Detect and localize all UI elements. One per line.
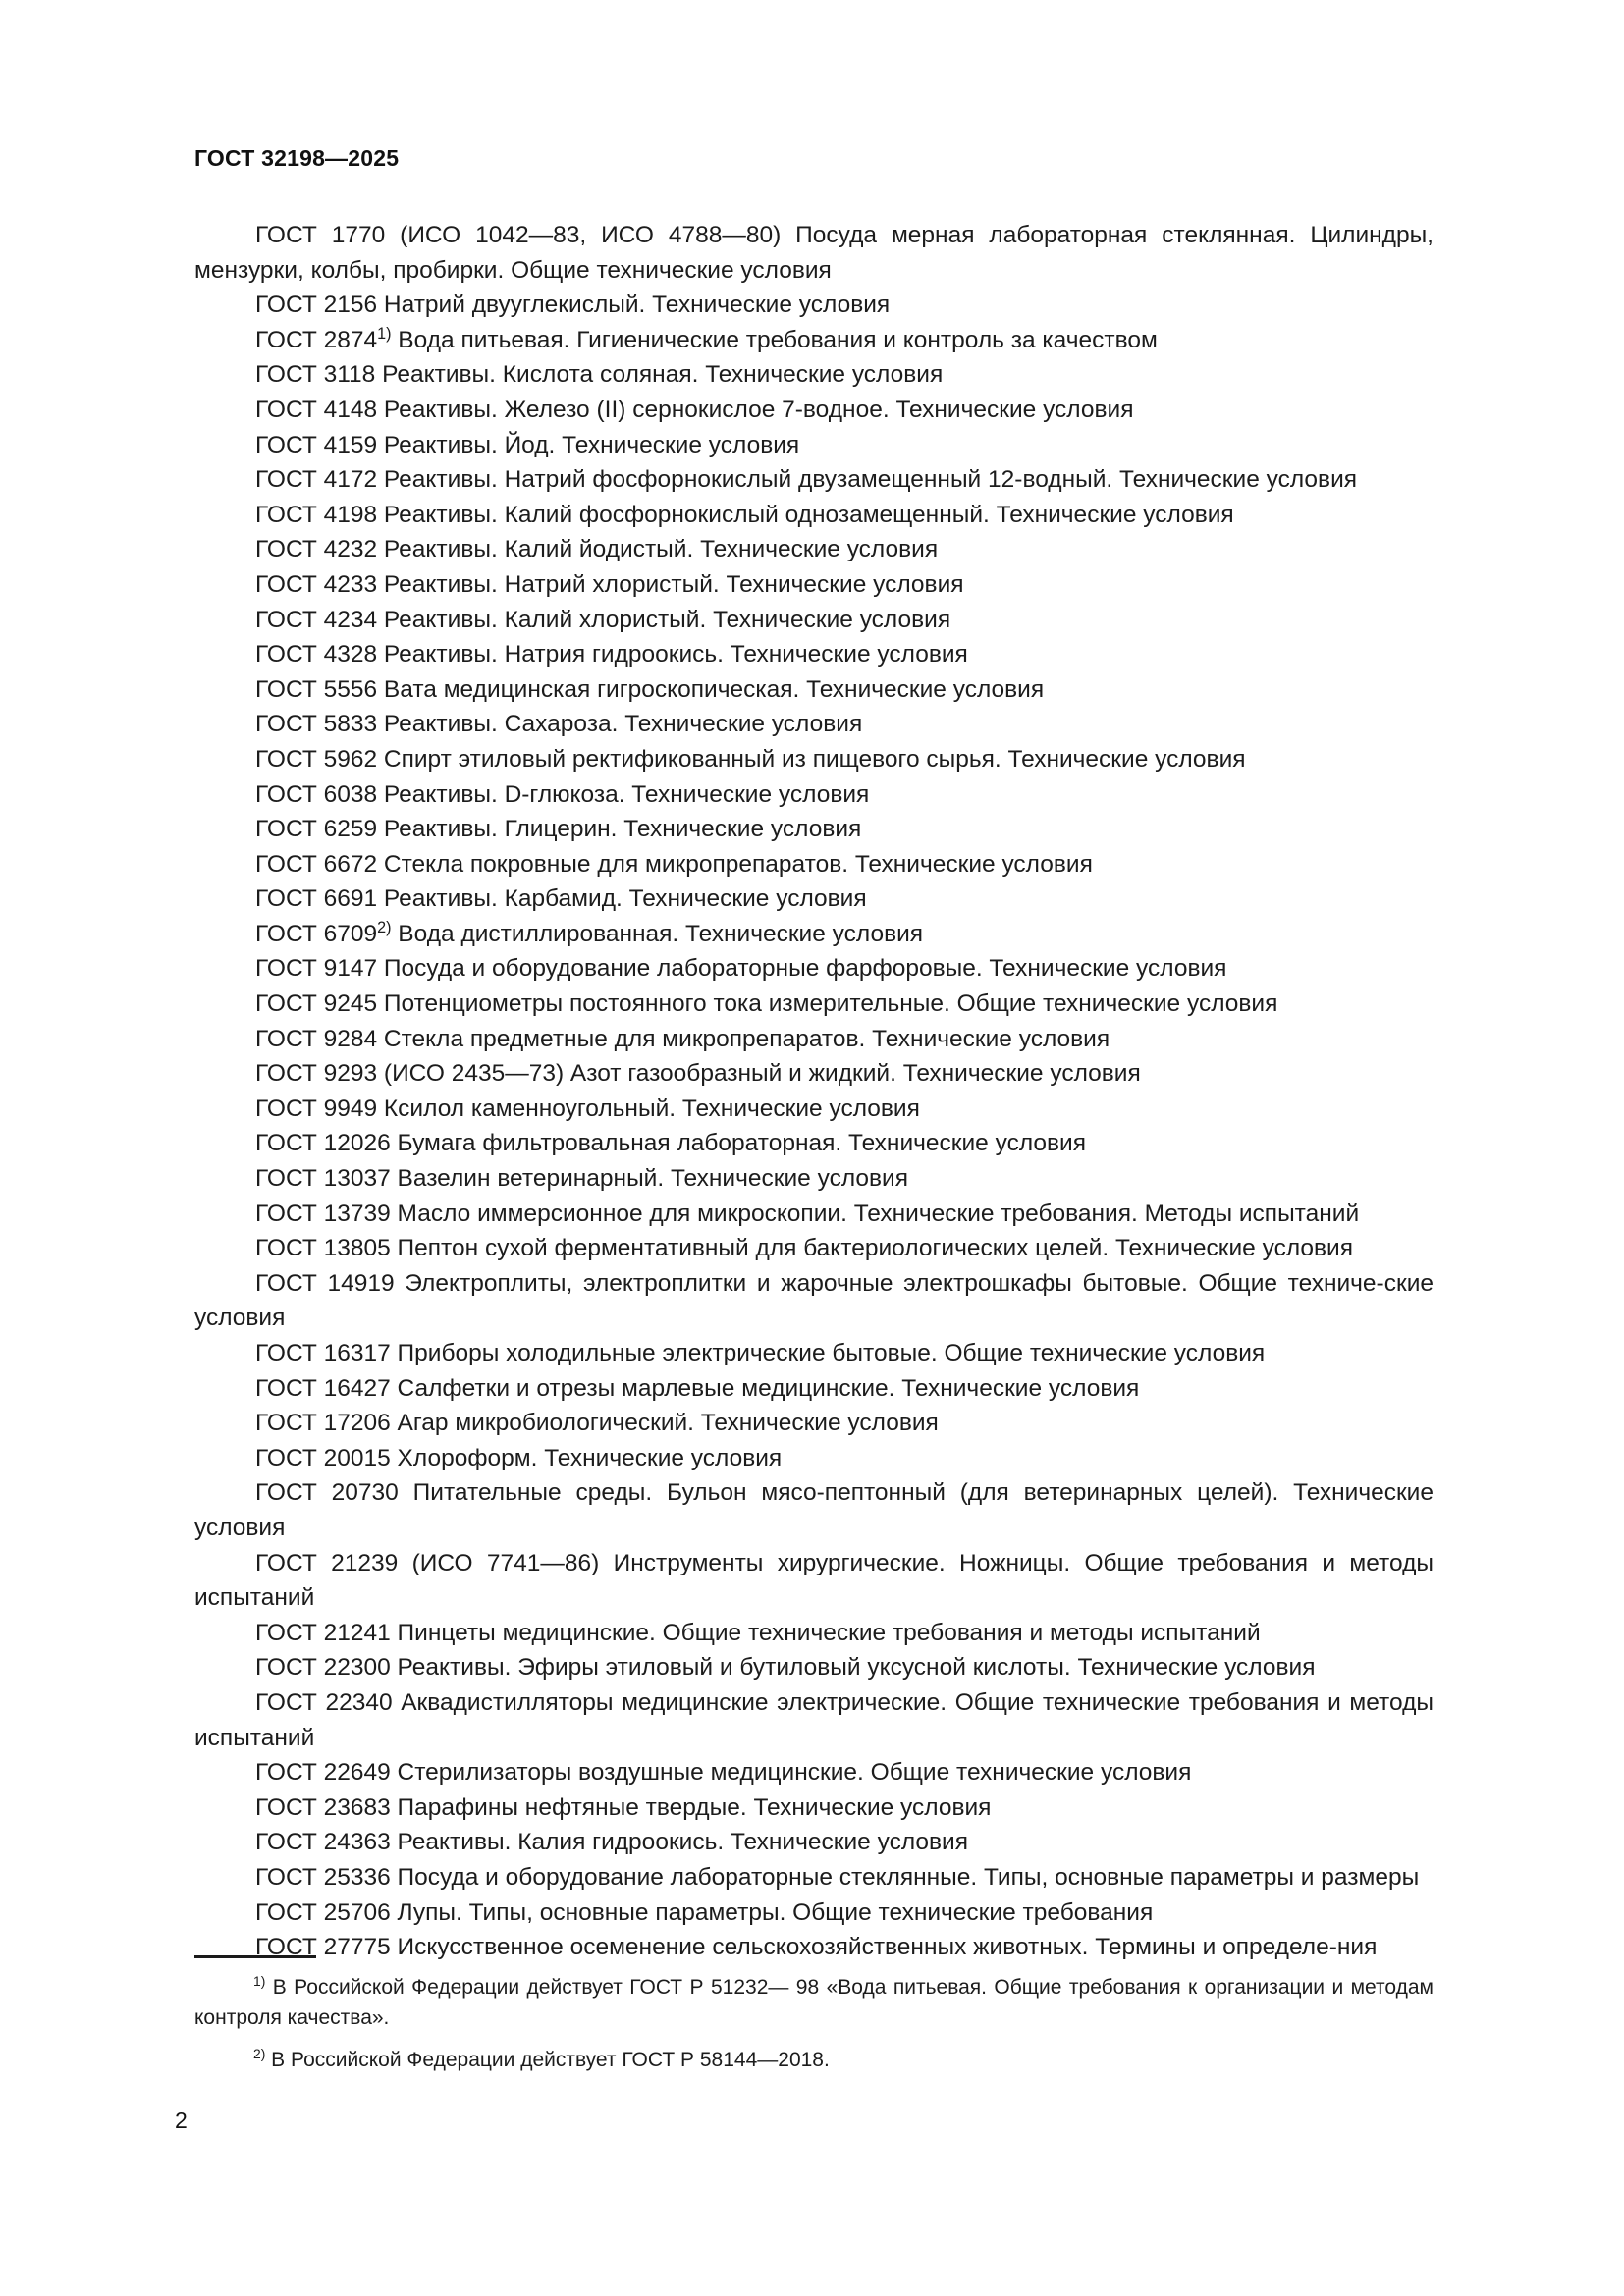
reference-entry <box>194 742 1434 777</box>
reference-text: ГОСТ 9147 Посуда и оборудование лабораторные фарфоровые. Технические условия <box>255 955 1227 983</box>
reference-entry <box>194 1860 1434 1896</box>
reference-text: ГОСТ 6038 Реактивы. D-глюкоза. Технические условия <box>255 780 870 808</box>
reference-text: ГОСТ 25706 Лупы. Типы, основные параметры. Общие технические требования <box>255 1898 1154 1926</box>
reference-entry <box>194 777 1434 813</box>
footnote-marker[interactable]: 2) <box>377 918 392 936</box>
reference-entry <box>194 1650 1434 1685</box>
reference-text: ГОСТ 24363 Реактивы. Калия гидроокись. Технические условия <box>255 1829 968 1856</box>
reference-text: ГОСТ 9293 (ИСО 2435—73) Азот газообразный и жидкий. Технические условия <box>255 1060 1141 1088</box>
reference-text: ГОСТ 5962 Спирт этиловый ректификованный из пищевого сырья. Технические условия <box>255 745 1246 773</box>
reference-text: ГОСТ 6259 Реактивы. Глицерин. Технические условия <box>255 816 862 843</box>
reference-text: ГОСТ 4232 Реактивы. Калий йодистый. Технические условия <box>255 536 939 563</box>
reference-text: ГОСТ 13805 Пептон сухой ферментативный для бактериологических целей. Технические условия <box>255 1235 1353 1262</box>
footnote-separator-rule <box>194 1955 316 1958</box>
reference-entry <box>194 1616 1434 1651</box>
reference-text: ГОСТ 4172 Реактивы. Натрий фосфорнокислый двузамещенный 12-водный. Технические условия <box>255 466 1358 494</box>
reference-entry <box>194 1790 1434 1826</box>
reference-entry <box>194 1126 1434 1161</box>
reference-entry <box>194 1475 1434 1545</box>
reference-text: ГОСТ 21239 (ИСО 7741—86) Инструменты хирургические. Ножницы. Общие требования и методы испытаний <box>194 1549 1434 1612</box>
reference-text: ГОСТ 4234 Реактивы. Калий хлористый. Технические условия <box>255 606 951 633</box>
reference-text: ГОСТ 22300 Реактивы. Эфиры этиловый и бутиловый уксусной кислоты. Технические условия <box>255 1654 1316 1682</box>
reference-text: ГОСТ 5833 Реактивы. Сахароза. Технические условия <box>255 711 863 738</box>
reference-entry <box>194 951 1434 987</box>
reference-entry <box>194 462 1434 498</box>
reference-entry <box>194 637 1434 672</box>
reference-entry <box>194 917 1434 952</box>
reference-text: ГОСТ 5556 Вата медицинская гигроскопическая. Технические условия <box>255 675 1045 703</box>
reference-text: ГОСТ 1770 (ИСО 1042—83, ИСО 4788—80) Посуда мерная лабораторная стеклянная. Цилиндры, мензурки, колбы, пробирки. Общие технические условия <box>194 222 1434 284</box>
reference-entry <box>194 1896 1434 1931</box>
reference-entry <box>194 881 1434 917</box>
reference-text: ГОСТ 4233 Реактивы. Натрий хлористый. Технические условия <box>255 570 964 598</box>
footnote-number: 2) <box>253 2046 266 2061</box>
reference-text: ГОСТ 4148 Реактивы. Железо (II) сернокислое 7-водное. Технические условия <box>255 396 1134 423</box>
reference-text: ГОСТ 27775 Искусственное осеменение сельскохозяйственных животных. Термины и определе-​ния <box>255 1934 1378 1961</box>
footnote-number: 1) <box>253 1973 266 1989</box>
reference-text: ГОСТ 4159 Реактивы. Йод. Технические условия <box>255 431 800 458</box>
reference-entry <box>194 1266 1434 1336</box>
reference-text: ГОСТ 20730 Питательные среды. Бульон мясо-пептонный (для ветеринарных целей). Технические условия <box>194 1479 1434 1541</box>
reference-entry <box>194 812 1434 847</box>
reference-title: Вода питьевая. Гигиенические требования и контроль за качеством <box>391 326 1158 353</box>
footnote-area <box>194 1955 1434 2075</box>
reference-entry <box>194 288 1434 323</box>
reference-entry <box>194 672 1434 708</box>
reference-text: ГОСТ 16427 Салфетки и отрезы марлевые медицинские. Технические условия <box>255 1374 1140 1402</box>
reference-text: ГОСТ 21241 Пинцеты медицинские. Общие технические требования и методы испытаний <box>255 1619 1261 1646</box>
reference-entry <box>194 1546 1434 1616</box>
reference-entry <box>194 1406 1434 1441</box>
reference-entry <box>194 1197 1434 1232</box>
reference-entry <box>194 1685 1434 1755</box>
reference-entry <box>194 1161 1434 1197</box>
reference-entry <box>194 707 1434 742</box>
reference-text: ГОСТ 9284 Стекла предметные для микропрепаратов. Технические условия <box>255 1025 1110 1052</box>
reference-entry <box>194 1092 1434 1127</box>
page-number: 2 <box>175 2108 188 2133</box>
reference-text: ГОСТ 9245 Потенциометры постоянного тока измерительные. Общие технические условия <box>255 990 1278 1018</box>
reference-text: ГОСТ 14919 Электроплиты, электроплитки и жарочные электрошкафы бытовые. Общие техниче-​ские условия <box>194 1269 1434 1332</box>
reference-entry <box>194 1336 1434 1371</box>
reference-entry <box>194 1371 1434 1407</box>
reference-entry <box>194 1825 1434 1860</box>
footnote <box>194 2045 1434 2075</box>
reference-entry <box>194 603 1434 638</box>
reference-text: ГОСТ 6691 Реактивы. Карбамид. Технические условия <box>255 885 867 913</box>
reference-entry <box>194 498 1434 533</box>
footnote-marker[interactable]: 1) <box>377 324 392 343</box>
footnote-text: В Российской Федерации действует ГОСТ Р 51232— 98 «Вода питьевая. Общие требования к организации и методам контроля качества». <box>194 1976 1434 2029</box>
reference-text: ГОСТ 13739 Масло иммерсионное для микроскопии. Технические требования. Методы испытаний <box>255 1200 1360 1227</box>
reference-text: ГОСТ 12026 Бумага фильтровальная лабораторная. Технические условия <box>255 1130 1087 1157</box>
reference-text: ГОСТ 9949 Ксилол каменноугольный. Технические условия <box>255 1095 920 1122</box>
reference-text: ГОСТ 16317 Приборы холодильные электрические бытовые. Общие технические условия <box>255 1340 1266 1366</box>
footnote <box>194 1972 1434 2033</box>
reference-entry <box>194 1231 1434 1266</box>
reference-title: Вода дистиллированная. Технические условия <box>391 920 924 947</box>
normative-references-list <box>194 218 1434 1965</box>
reference-entry <box>194 532 1434 567</box>
reference-designation: ГОСТ 2874 <box>255 326 378 353</box>
reference-text: ГОСТ 22340 Аквадистилляторы медицинские электрические. Общие технические требования и методы испытаний <box>194 1688 1434 1751</box>
reference-text: ГОСТ 3118 Реактивы. Кислота соляная. Технические условия <box>255 361 944 389</box>
reference-entry <box>194 1441 1434 1476</box>
reference-text: ГОСТ 23683 Парафины нефтяные твердые. Технические условия <box>255 1793 992 1821</box>
reference-text: ГОСТ 6672 Стекла покровные для микропрепаратов. Технические условия <box>255 850 1093 878</box>
reference-text: ГОСТ 4328 Реактивы. Натрия гидроокись. Технические условия <box>255 641 968 668</box>
reference-text: ГОСТ 2156 Натрий двууглекислый. Технические условия <box>255 292 891 319</box>
reference-entry <box>194 987 1434 1022</box>
reference-entry <box>194 1056 1434 1092</box>
reference-text: ГОСТ 13037 Вазелин ветеринарный. Технические условия <box>255 1165 908 1193</box>
footnote-text: В Российской Федерации действует ГОСТ Р 58144—2018. <box>265 2049 830 2071</box>
reference-entry <box>194 1755 1434 1790</box>
reference-text: ГОСТ 4198 Реактивы. Калий фосфорнокислый однозамещенный. Технические условия <box>255 501 1234 528</box>
reference-entry <box>194 567 1434 603</box>
reference-text: ГОСТ 20015 Хлороформ. Технические условия <box>255 1444 783 1471</box>
reference-entry <box>194 1022 1434 1057</box>
reference-entry <box>194 428 1434 463</box>
reference-entry <box>194 323 1434 358</box>
reference-designation: ГОСТ 6709 <box>255 920 378 947</box>
reference-entry <box>194 393 1434 428</box>
reference-entry <box>194 847 1434 882</box>
running-header: ГОСТ 32198—2025 <box>194 145 400 171</box>
reference-text: ГОСТ 25336 Посуда и оборудование лабораторные стеклянные. Типы, основные параметры и размеры <box>255 1863 1420 1891</box>
reference-entry <box>194 218 1434 288</box>
reference-entry <box>194 357 1434 393</box>
reference-text: ГОСТ 22649 Стерилизаторы воздушные медицинские. Общие технические условия <box>255 1759 1192 1787</box>
reference-text: ГОСТ 17206 Агар микробиологический. Технические условия <box>255 1410 939 1437</box>
